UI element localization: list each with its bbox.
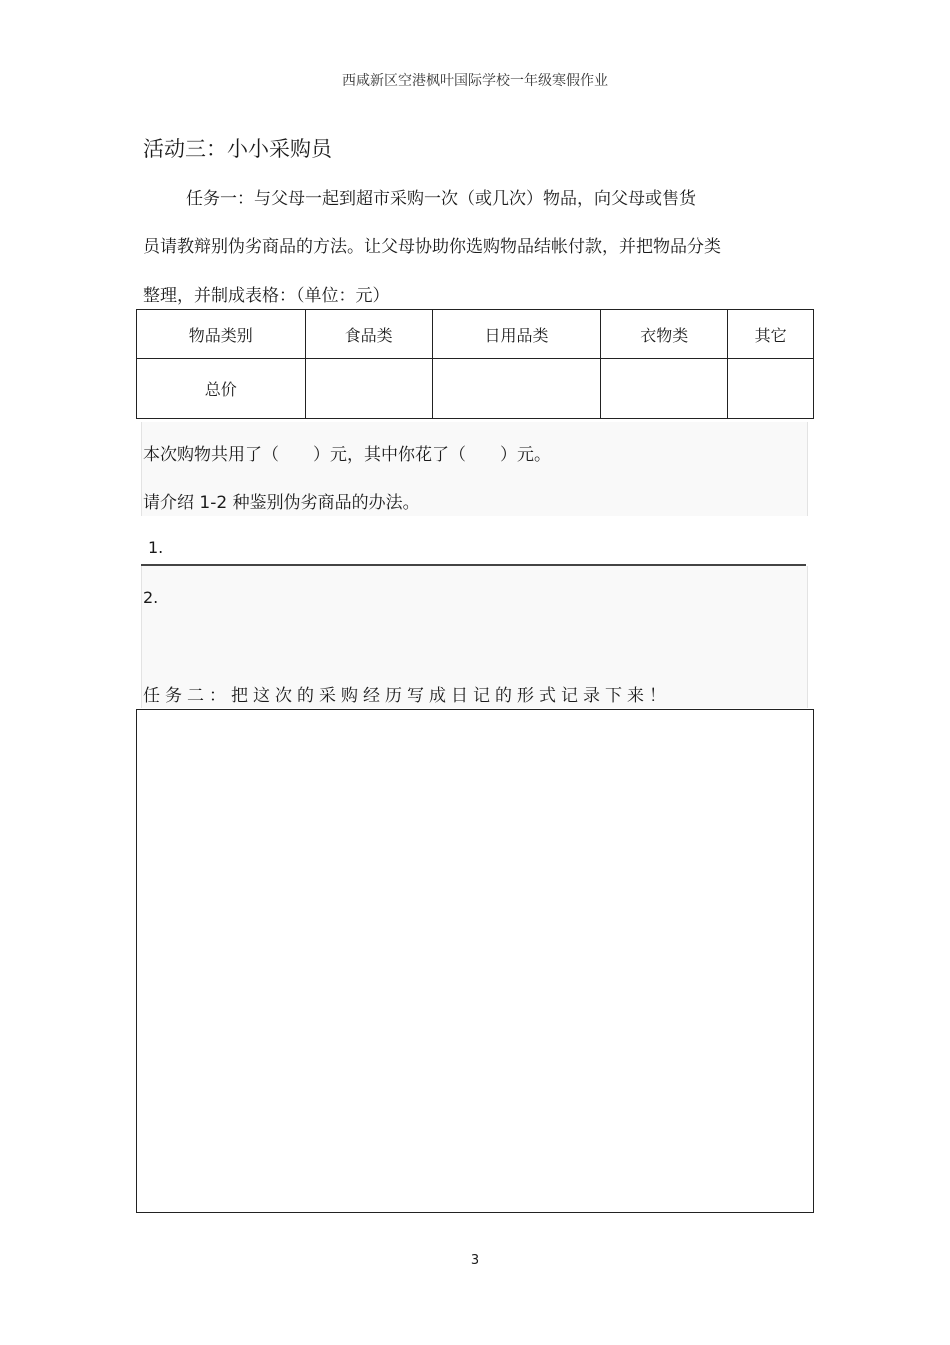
total-price-label: 总价 xyxy=(137,359,306,419)
table-total-row xyxy=(137,359,814,419)
page-header: 西咸新区空港枫叶国际学校一年级寒假作业 xyxy=(342,73,608,89)
task2-instruction: 任务二：把这次的采购经历写成日记的形式记录下来！ xyxy=(143,686,671,706)
task1-line-2: 员请教辩别伪劣商品的方法。让父母协助你选购物品结帐付款，并把物品分类 xyxy=(143,237,721,257)
total-cell-other[interactable] xyxy=(728,359,814,419)
task1-line-1: 任务一：与父母一起到超市采购一次（或几次）物品，向父母或售货 xyxy=(186,189,696,209)
total-cell-clothing[interactable] xyxy=(601,359,728,419)
activity-title: 活动三：小小采购员 xyxy=(143,137,332,161)
header-cell-category: 物品类别 xyxy=(137,310,306,359)
page-number: 3 xyxy=(470,1253,480,1268)
task1-line-3: 整理，并制成表格：（单位：元） xyxy=(143,286,390,306)
header-cell-daily-goods: 日用品类 xyxy=(432,310,601,359)
purchase-table xyxy=(136,309,814,419)
answer-item-1[interactable]: 1. xyxy=(148,538,164,557)
total-cell-food[interactable] xyxy=(305,359,432,419)
diary-writing-box[interactable] xyxy=(136,709,814,1213)
table-header-row xyxy=(137,310,814,359)
intro-question: 请介绍 1-2 种鉴别伪劣商品的办法。 xyxy=(143,493,420,513)
total-cell-daily-goods[interactable] xyxy=(432,359,601,419)
answer-item-2[interactable]: 2. xyxy=(143,588,159,607)
header-cell-other: 其它 xyxy=(728,310,814,359)
spent-question: 本次购物共用了（ ）元，其中你花了（ ）元。 xyxy=(143,445,551,465)
header-cell-food: 食品类 xyxy=(305,310,432,359)
header-cell-clothing: 衣物类 xyxy=(601,310,728,359)
